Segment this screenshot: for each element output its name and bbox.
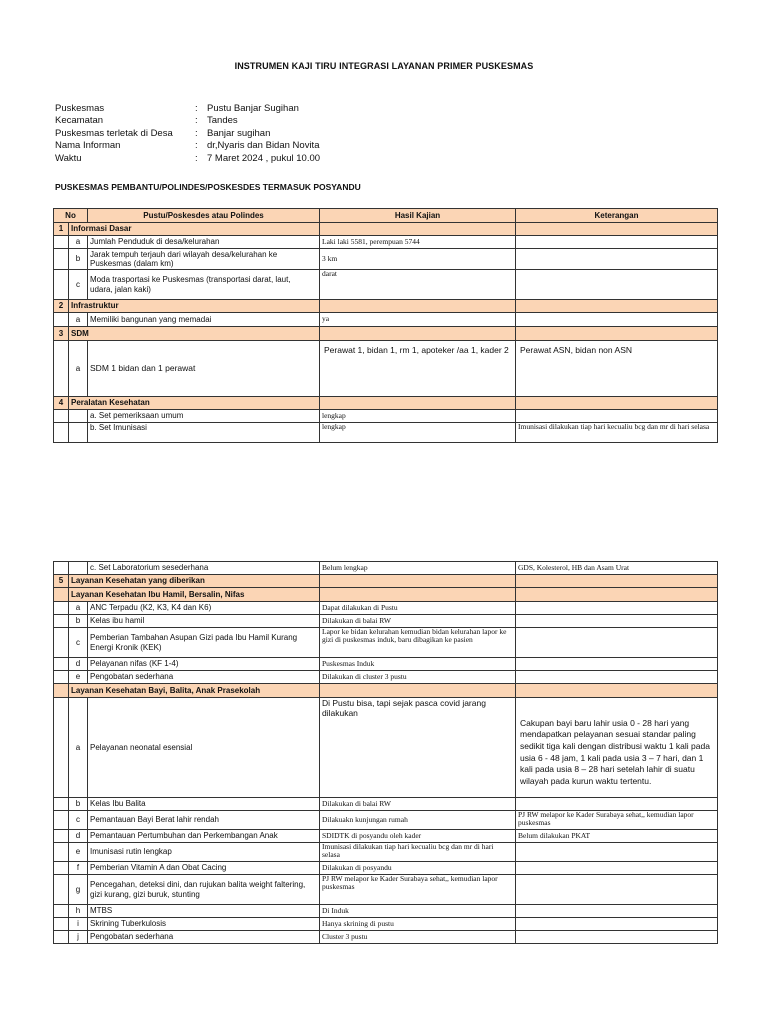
table-row bbox=[54, 236, 718, 249]
info-label: Puskesmas terletak di Desa bbox=[55, 127, 173, 139]
group-label: Layanan Kesehatan yang diberikan bbox=[69, 575, 320, 588]
info-value: dr,Nyaris dan Bidan Novita bbox=[207, 140, 320, 152]
row-keterangan bbox=[516, 658, 718, 671]
row-hasil: Puskesmas Induk bbox=[320, 658, 516, 671]
row-hasil: Belum lengkap bbox=[320, 562, 516, 575]
row-item: Jarak tempuh terjauh dari wilayah desa/kelurahan ke Puskesmas (dalam km) bbox=[88, 249, 320, 270]
row-keterangan: Belum dilakukan PKAT bbox=[516, 830, 718, 843]
row-letter: g bbox=[69, 875, 88, 905]
row-letter: e bbox=[69, 671, 88, 684]
row-letter: c bbox=[69, 811, 88, 830]
row-letter: c bbox=[69, 628, 88, 658]
row-keterangan bbox=[516, 671, 718, 684]
row-keterangan bbox=[516, 249, 718, 270]
row-keterangan: Cakupan bayi baru lahir usia 0 - 28 hari yang mendapatkan pelayanan sesuai standar paling sedikit tiga kali dengan distribusi waktu 1 kali pada usia 6 - 48 jam, 1 kali pada usia 3 – 7 hari, dan 1 kali pada usia 8 – 28 hari setelah lahir di suatu wilayah pada kurun waktu tertentu. bbox=[516, 698, 718, 798]
group-label: Peralatan Kesehatan bbox=[69, 397, 320, 410]
row-item: ANC Terpadu (K2, K3, K4 dan K6) bbox=[88, 602, 320, 615]
row-item: Pemantauan Bayi Berat lahir rendah bbox=[88, 811, 320, 830]
table-row bbox=[54, 602, 718, 615]
group-number: 3 bbox=[54, 327, 69, 341]
row-item: Jumlah Penduduk di desa/kelurahan bbox=[88, 236, 320, 249]
row-item: Pengobatan sederhana bbox=[88, 671, 320, 684]
row-hasil: 3 km bbox=[320, 249, 516, 270]
group-row bbox=[54, 327, 718, 341]
table-row bbox=[54, 628, 718, 658]
row-item: SDM 1 bidan dan 1 perawat bbox=[88, 341, 320, 397]
row-keterangan: Imunisasi dilakukan tiap hari kecualiu bcg dan mr di hari selasa bbox=[516, 423, 718, 443]
row-item bbox=[88, 628, 320, 658]
info-value: Banjar sugihan bbox=[207, 127, 271, 139]
info-label: Waktu bbox=[55, 152, 82, 164]
group-row bbox=[54, 300, 718, 313]
subgroup-label: Layanan Kesehatan Ibu Hamil, Bersalin, Nifas bbox=[69, 588, 320, 602]
row-letter: b bbox=[69, 798, 88, 811]
table-row bbox=[54, 862, 718, 875]
row-letter: a bbox=[69, 698, 88, 798]
row-keterangan: PJ RW melapor ke Kader Surabaya sehat,, kemudian lapor puskesmas bbox=[516, 811, 718, 830]
table-row bbox=[54, 671, 718, 684]
row-item-line: Energi Kronik (KEK) bbox=[90, 642, 162, 652]
row-letter: f bbox=[69, 862, 88, 875]
row-letter: c bbox=[69, 270, 88, 300]
table-row bbox=[54, 423, 718, 443]
row-hasil: Di Induk bbox=[320, 905, 516, 918]
subgroup-row bbox=[54, 588, 718, 602]
row-letter: d bbox=[69, 658, 88, 671]
info-sep: : bbox=[195, 103, 198, 114]
row-item: Memiliki bangunan yang memadai bbox=[88, 313, 320, 327]
row-hasil: Dilakukan di balai RW bbox=[320, 615, 516, 628]
row-hasil: Dapat dilakukan di Pustu bbox=[320, 602, 516, 615]
group-label: SDM bbox=[69, 327, 320, 341]
header-item: Pustu/Poskesdes atau Polindes bbox=[88, 209, 320, 223]
row-hasil: Dilakukan di balai RW bbox=[320, 798, 516, 811]
group-label: Informasi Dasar bbox=[69, 223, 320, 236]
table-row bbox=[54, 811, 718, 830]
table-row bbox=[54, 341, 718, 397]
row-letter: e bbox=[69, 843, 88, 862]
row-item: a. Set pemeriksaan umum bbox=[88, 410, 320, 423]
row-hasil: Perawat 1, bidan 1, rm 1, apoteker /aa 1, kader 2 bbox=[320, 341, 516, 397]
row-item: Imunisasi rutin lengkap bbox=[88, 843, 320, 862]
row-letter: i bbox=[69, 918, 88, 931]
row-hasil: PJ RW melapor ke Kader Surabaya sehat,, kemudian lapor puskesmas bbox=[320, 875, 516, 905]
group-row bbox=[54, 223, 718, 236]
row-keterangan bbox=[516, 236, 718, 249]
row-keterangan bbox=[516, 843, 718, 862]
info-value: Pustu Banjar Sugihan bbox=[207, 103, 299, 114]
row-hasil: Di Pustu bisa, tapi sejak pasca covid jarang dilakukan bbox=[320, 698, 516, 798]
group-number: 5 bbox=[54, 575, 69, 588]
row-item bbox=[88, 270, 320, 300]
row-hasil: Laki laki 5581, perempuan 5744 bbox=[320, 236, 516, 249]
row-hasil: Hanya skrining di pustu bbox=[320, 918, 516, 931]
row-item: c. Set Laboratorium sesederhana bbox=[88, 562, 320, 575]
table-header-row bbox=[54, 209, 718, 223]
row-keterangan: Perawat ASN, bidan non ASN bbox=[516, 341, 718, 397]
row-letter: b bbox=[69, 249, 88, 270]
info-row-informan bbox=[55, 140, 320, 152]
row-letter: a bbox=[69, 236, 88, 249]
table-row bbox=[54, 615, 718, 628]
row-hasil: darat bbox=[320, 270, 516, 300]
row-keterangan bbox=[516, 905, 718, 918]
info-row-desa bbox=[55, 128, 320, 140]
row-item bbox=[88, 875, 320, 905]
row-item: Kelas ibu hamil bbox=[88, 615, 320, 628]
row-item-line: gizi kurang, gizi buruk, stunting bbox=[90, 889, 200, 899]
row-letter: a bbox=[69, 313, 88, 327]
table-row bbox=[54, 658, 718, 671]
document-title: INSTRUMEN KAJI TIRU INTEGRASI LAYANAN PRIMER PUSKESMAS bbox=[234, 61, 534, 71]
group-number: 2 bbox=[54, 300, 69, 313]
row-item: Pengobatan sederhana bbox=[88, 931, 320, 944]
table-row bbox=[54, 249, 718, 270]
row-hasil: ya bbox=[320, 313, 516, 327]
info-label: Nama Informan bbox=[55, 140, 121, 152]
row-hasil: Dilakuakn kunjungan rumah bbox=[320, 811, 516, 830]
table-row bbox=[54, 562, 718, 575]
row-keterangan bbox=[516, 410, 718, 423]
row-item: Pelayanan nifas (KF 1-4) bbox=[88, 658, 320, 671]
row-hasil: SDIDTK di posyandu oleh kader bbox=[320, 830, 516, 843]
info-value: 7 Maret 2024 , pukul 10.00 bbox=[207, 152, 321, 164]
table-row bbox=[54, 875, 718, 905]
group-row bbox=[54, 397, 718, 410]
group-row bbox=[54, 575, 718, 588]
table-row bbox=[54, 410, 718, 423]
row-item: Skrining Tuberkulosis bbox=[88, 918, 320, 931]
row-keterangan bbox=[516, 931, 718, 944]
table-row bbox=[54, 313, 718, 327]
header-no: No bbox=[54, 209, 88, 223]
row-keterangan bbox=[516, 615, 718, 628]
info-label: Kecamatan bbox=[55, 115, 104, 127]
row-item: Pemantauan Pertumbuhan dan Perkembangan Anak bbox=[88, 830, 320, 843]
info-value: Tandes bbox=[207, 115, 238, 127]
table-row bbox=[54, 798, 718, 811]
header-hasil: Hasil Kajian bbox=[320, 209, 516, 223]
row-item-line: udara, jalan kaki) bbox=[90, 284, 151, 294]
row-keterangan bbox=[516, 602, 718, 615]
info-row-waktu bbox=[55, 153, 320, 165]
row-letter: a bbox=[69, 602, 88, 615]
table-row bbox=[54, 270, 718, 300]
assessment-table-1 bbox=[53, 208, 718, 443]
subgroup-row bbox=[54, 684, 718, 698]
row-keterangan bbox=[516, 875, 718, 905]
row-keterangan bbox=[516, 628, 718, 658]
info-row-kecamatan bbox=[55, 115, 320, 127]
assessment-table-2 bbox=[53, 561, 718, 944]
row-hasil: lengkap bbox=[320, 410, 516, 423]
section-title: PUSKESMAS PEMBANTU/POLINDES/POSKESDES TERMASUK POSYANDU bbox=[55, 182, 361, 192]
row-item: Pelayanan neonatal esensial bbox=[88, 698, 320, 798]
row-hasil: Cluster 3 pustu bbox=[320, 931, 516, 944]
row-keterangan bbox=[516, 270, 718, 300]
header-keterangan: Keterangan bbox=[516, 209, 718, 223]
row-hasil: lengkap bbox=[320, 423, 516, 443]
row-item: b. Set Imunisasi bbox=[88, 423, 320, 443]
subgroup-label: Layanan Kesehatan Bayi, Balita, Anak Prasekolah bbox=[69, 684, 320, 698]
table-row bbox=[54, 830, 718, 843]
row-hasil: Lapor ke bidan kelurahan kemudian bidan kelurahan lapor ke gizi di puskesmas induk, baru dibagikan ke pasien bbox=[320, 628, 516, 658]
table-row bbox=[54, 905, 718, 918]
table-row bbox=[54, 698, 718, 798]
table-row bbox=[54, 931, 718, 944]
row-item: Pemberian Vitamin A dan Obat Cacing bbox=[88, 862, 320, 875]
row-keterangan bbox=[516, 918, 718, 931]
group-label: Infrastruktur bbox=[69, 300, 320, 313]
table-row bbox=[54, 918, 718, 931]
table-row bbox=[54, 843, 718, 862]
row-hasil: Dilakukan di posyandu bbox=[320, 862, 516, 875]
row-item-line: Pencegahan, deteksi dini, dan rujukan balita weight faltering, bbox=[90, 880, 306, 890]
row-item-line: Moda trasportasi ke Puskesmas (transportasi darat, laut, bbox=[90, 275, 291, 285]
group-number: 1 bbox=[54, 223, 69, 236]
row-item: Kelas Ibu Balita bbox=[88, 798, 320, 811]
info-sep: : bbox=[195, 115, 198, 127]
row-keterangan bbox=[516, 862, 718, 875]
row-hasil: Dilakukan di cluster 3 pustu bbox=[320, 671, 516, 684]
row-letter: d bbox=[69, 830, 88, 843]
row-letter: a bbox=[69, 341, 88, 397]
row-letter: j bbox=[69, 931, 88, 944]
info-sep: : bbox=[195, 127, 198, 139]
info-sep: : bbox=[195, 140, 198, 152]
info-block bbox=[55, 103, 320, 165]
row-keterangan: GDS, Kolesterol, HB dan Asam Urat bbox=[516, 562, 718, 575]
row-item-line: Pemberian Tambahan Asupan Gizi pada Ibu Hamil Kurang bbox=[90, 633, 298, 643]
row-letter: h bbox=[69, 905, 88, 918]
row-keterangan bbox=[516, 798, 718, 811]
row-hasil: Imunisasi dilakukan tiap hari kecualiu bcg dan mr di hari selasa bbox=[320, 843, 516, 862]
row-keterangan bbox=[516, 313, 718, 327]
row-item: MTBS bbox=[88, 905, 320, 918]
info-row-puskesmas bbox=[55, 103, 320, 115]
group-number: 4 bbox=[54, 397, 69, 410]
info-sep: : bbox=[195, 152, 198, 164]
row-letter: b bbox=[69, 615, 88, 628]
info-label: Puskesmas bbox=[55, 103, 105, 114]
